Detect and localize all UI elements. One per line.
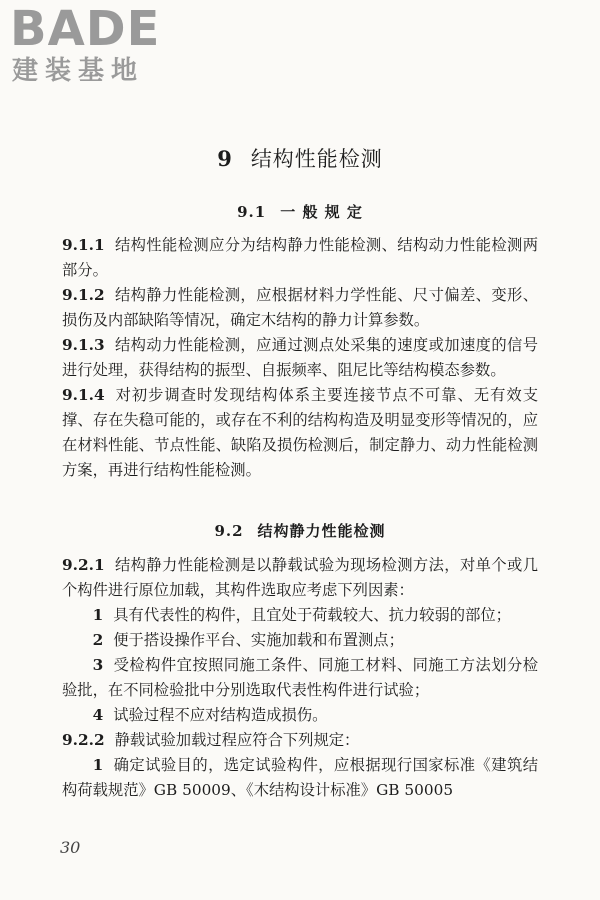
clause-9-1-3 xyxy=(62,333,538,383)
clause-text: 结构静力性能检测，应根据材料力学性能、尺寸偏差、变形、损伤及内部缺陷等情况，确定木结构的静力计算参数。 xyxy=(62,286,538,329)
item-number: 3 xyxy=(92,656,104,674)
item-text: 便于搭设操作平台、实施加载和布置测点； xyxy=(113,631,404,649)
list-item xyxy=(62,628,538,653)
clause-9-1-2 xyxy=(62,283,538,333)
logo-wordmark: BADE xyxy=(10,1,161,57)
clause-text: 结构动力性能检测，应通过测点处采集的速度或加速度的信号进行处理，获得结构的振型、自振频率、阻尼比等结构模态参数。 xyxy=(62,336,538,379)
logo-tagline: 建装基地 xyxy=(12,56,145,86)
section-9-2-body xyxy=(62,553,538,803)
clause-text: 结构静力性能检测是以静载试验为现场检测方法，对单个或几个构件进行原位加载，其构件选取应考虑下列因素： xyxy=(62,556,538,599)
clause-number: 9.1.4 xyxy=(62,386,105,404)
item-number: 2 xyxy=(92,631,104,649)
item-number: 4 xyxy=(92,706,104,724)
list-item xyxy=(62,653,538,703)
section-title-text: 结构静力性能检测 xyxy=(257,522,386,540)
section-number: 9.2 xyxy=(214,522,244,540)
clause-9-2-2 xyxy=(62,728,538,753)
clause-text: 静载试验加载过程应符合下列规定： xyxy=(114,731,360,749)
clause-number: 9.2.2 xyxy=(62,731,105,749)
page-number: 30 xyxy=(60,838,81,857)
item-text: 具有代表性的构件，且宜处于荷载较大、抗力较弱的部位； xyxy=(113,606,511,624)
section-9-1-body xyxy=(62,233,538,483)
item-number: 1 xyxy=(92,756,104,774)
clause-text: 对初步调查时发现结构体系主要连接节点不可靠、无有效支撑、存在失稳可能的，或存在不利的结构构造及明显变形等情况的，应在材料性能、节点性能、缺陷及损伤检测后，制定静力、动力性能检测方案，再进行结构性能检测。 xyxy=(62,386,538,479)
section-heading-9-1 xyxy=(0,201,600,223)
chapter-title-text: 结构性能检测 xyxy=(250,147,383,171)
clause-number: 9.1.3 xyxy=(62,336,105,354)
clause-number: 9.1.1 xyxy=(62,236,105,254)
clause-number: 9.2.1 xyxy=(62,556,105,574)
chapter-title xyxy=(0,145,600,173)
item-text: 试验过程不应对结构造成损伤。 xyxy=(113,706,328,724)
item-text: 受检构件宜按照同施工条件、同施工材料、同施工方法划分检验批，在不同检验批中分别选取代表性构件进行试验； xyxy=(62,656,538,699)
clause-number: 9.1.2 xyxy=(62,286,105,304)
clause-9-1-1 xyxy=(62,233,538,283)
list-item xyxy=(62,603,538,628)
clause-9-1-4 xyxy=(62,383,538,483)
chapter-number: 9 xyxy=(217,146,233,171)
section-title-text: 一 般 规 定 xyxy=(280,203,363,221)
list-item xyxy=(62,703,538,728)
section-number: 9.1 xyxy=(237,203,267,221)
section-heading-9-2 xyxy=(0,520,600,542)
list-item xyxy=(62,753,538,803)
bade-logo xyxy=(10,1,180,88)
item-number: 1 xyxy=(92,606,104,624)
item-text: 确定试验目的，选定试验构件，应根据现行国家标准《建筑结构荷载规范》GB 50009、《木结构设计标准》GB 50005 xyxy=(62,756,538,799)
clause-text: 结构性能检测应分为结构静力性能检测、结构动力性能检测两部分。 xyxy=(62,236,538,279)
clause-9-2-1 xyxy=(62,553,538,603)
